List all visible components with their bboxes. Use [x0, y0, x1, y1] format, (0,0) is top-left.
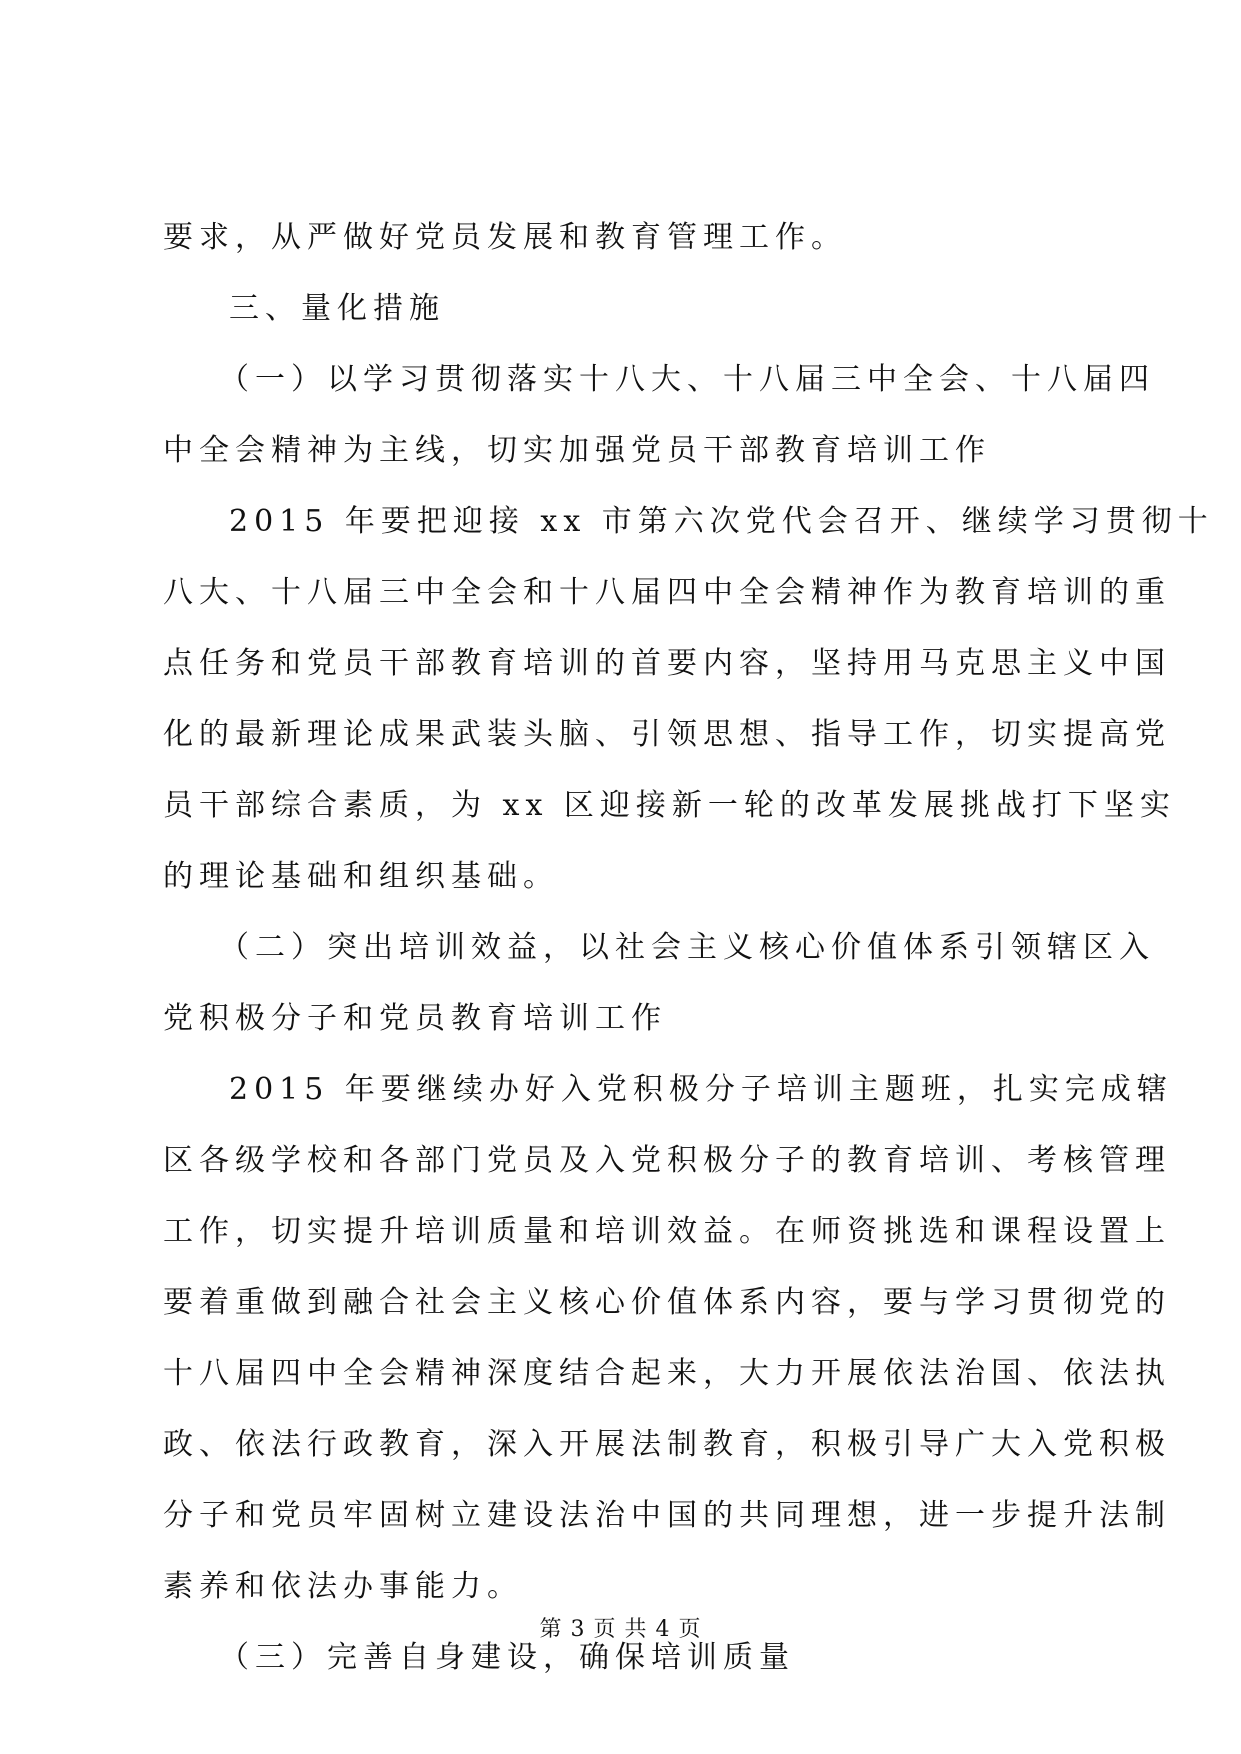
paragraph-line: 员干部综合素质，为 xx 区迎接新一轮的改革发展挑战打下坚实	[163, 788, 1176, 823]
paragraph-line: 区各级学校和各部门党员及入党积极分子的教育培训、考核管理	[163, 1143, 1171, 1178]
paragraph-line: 要着重做到融合社会主义核心价值体系内容，要与学习贯彻党的	[163, 1285, 1171, 1320]
paragraph-line: 八大、十八届三中全会和十八届四中全会精神作为教育培训的重	[163, 575, 1171, 610]
section-heading: 三、量化措施	[229, 291, 445, 326]
subsection-heading-line: 中全会精神为主线，切实加强党员干部教育培训工作	[163, 433, 991, 468]
paragraph-line: 政、依法行政教育，深入开展法制教育，积极引导广大入党积极	[163, 1427, 1171, 1462]
document-body	[163, 202, 1214, 1693]
subsection-heading-line: （三）完善自身建设，确保培训质量	[219, 1640, 795, 1675]
paragraph-line: 2015 年要把迎接 xx 市第六次党代会召开、继续学习贯彻十	[229, 504, 1214, 539]
page-footer: 第 3 页 共 4 页	[539, 1617, 702, 1642]
paragraph-line: 工作，切实提升培训质量和培训效益。在师资挑选和课程设置上	[163, 1214, 1171, 1249]
paragraph-line: 素养和依法办事能力。	[163, 1569, 523, 1604]
subsection-heading-line: （二）突出培训效益，以社会主义核心价值体系引领辖区入	[219, 930, 1155, 965]
subsection-heading-line: 党积极分子和党员教育培训工作	[163, 1001, 667, 1036]
paragraph-line: 十八届四中全会精神深度结合起来，大力开展依法治国、依法执	[163, 1356, 1171, 1391]
paragraph-line: 化的最新理论成果武装头脑、引领思想、指导工作，切实提高党	[163, 717, 1171, 752]
paragraph-line: 分子和党员牢固树立建设法治中国的共同理想，进一步提升法制	[163, 1498, 1171, 1533]
paragraph-line: 点任务和党员干部教育培训的首要内容，坚持用马克思主义中国	[163, 646, 1171, 681]
paragraph-line: 要求，从严做好党员发展和教育管理工作。	[163, 220, 847, 255]
paragraph-line: 的理论基础和组织基础。	[163, 859, 559, 894]
subsection-heading-line: （一）以学习贯彻落实十八大、十八届三中全会、十八届四	[219, 362, 1155, 397]
paragraph-line: 2015 年要继续办好入党积极分子培训主题班，扎实完成辖	[229, 1072, 1173, 1107]
